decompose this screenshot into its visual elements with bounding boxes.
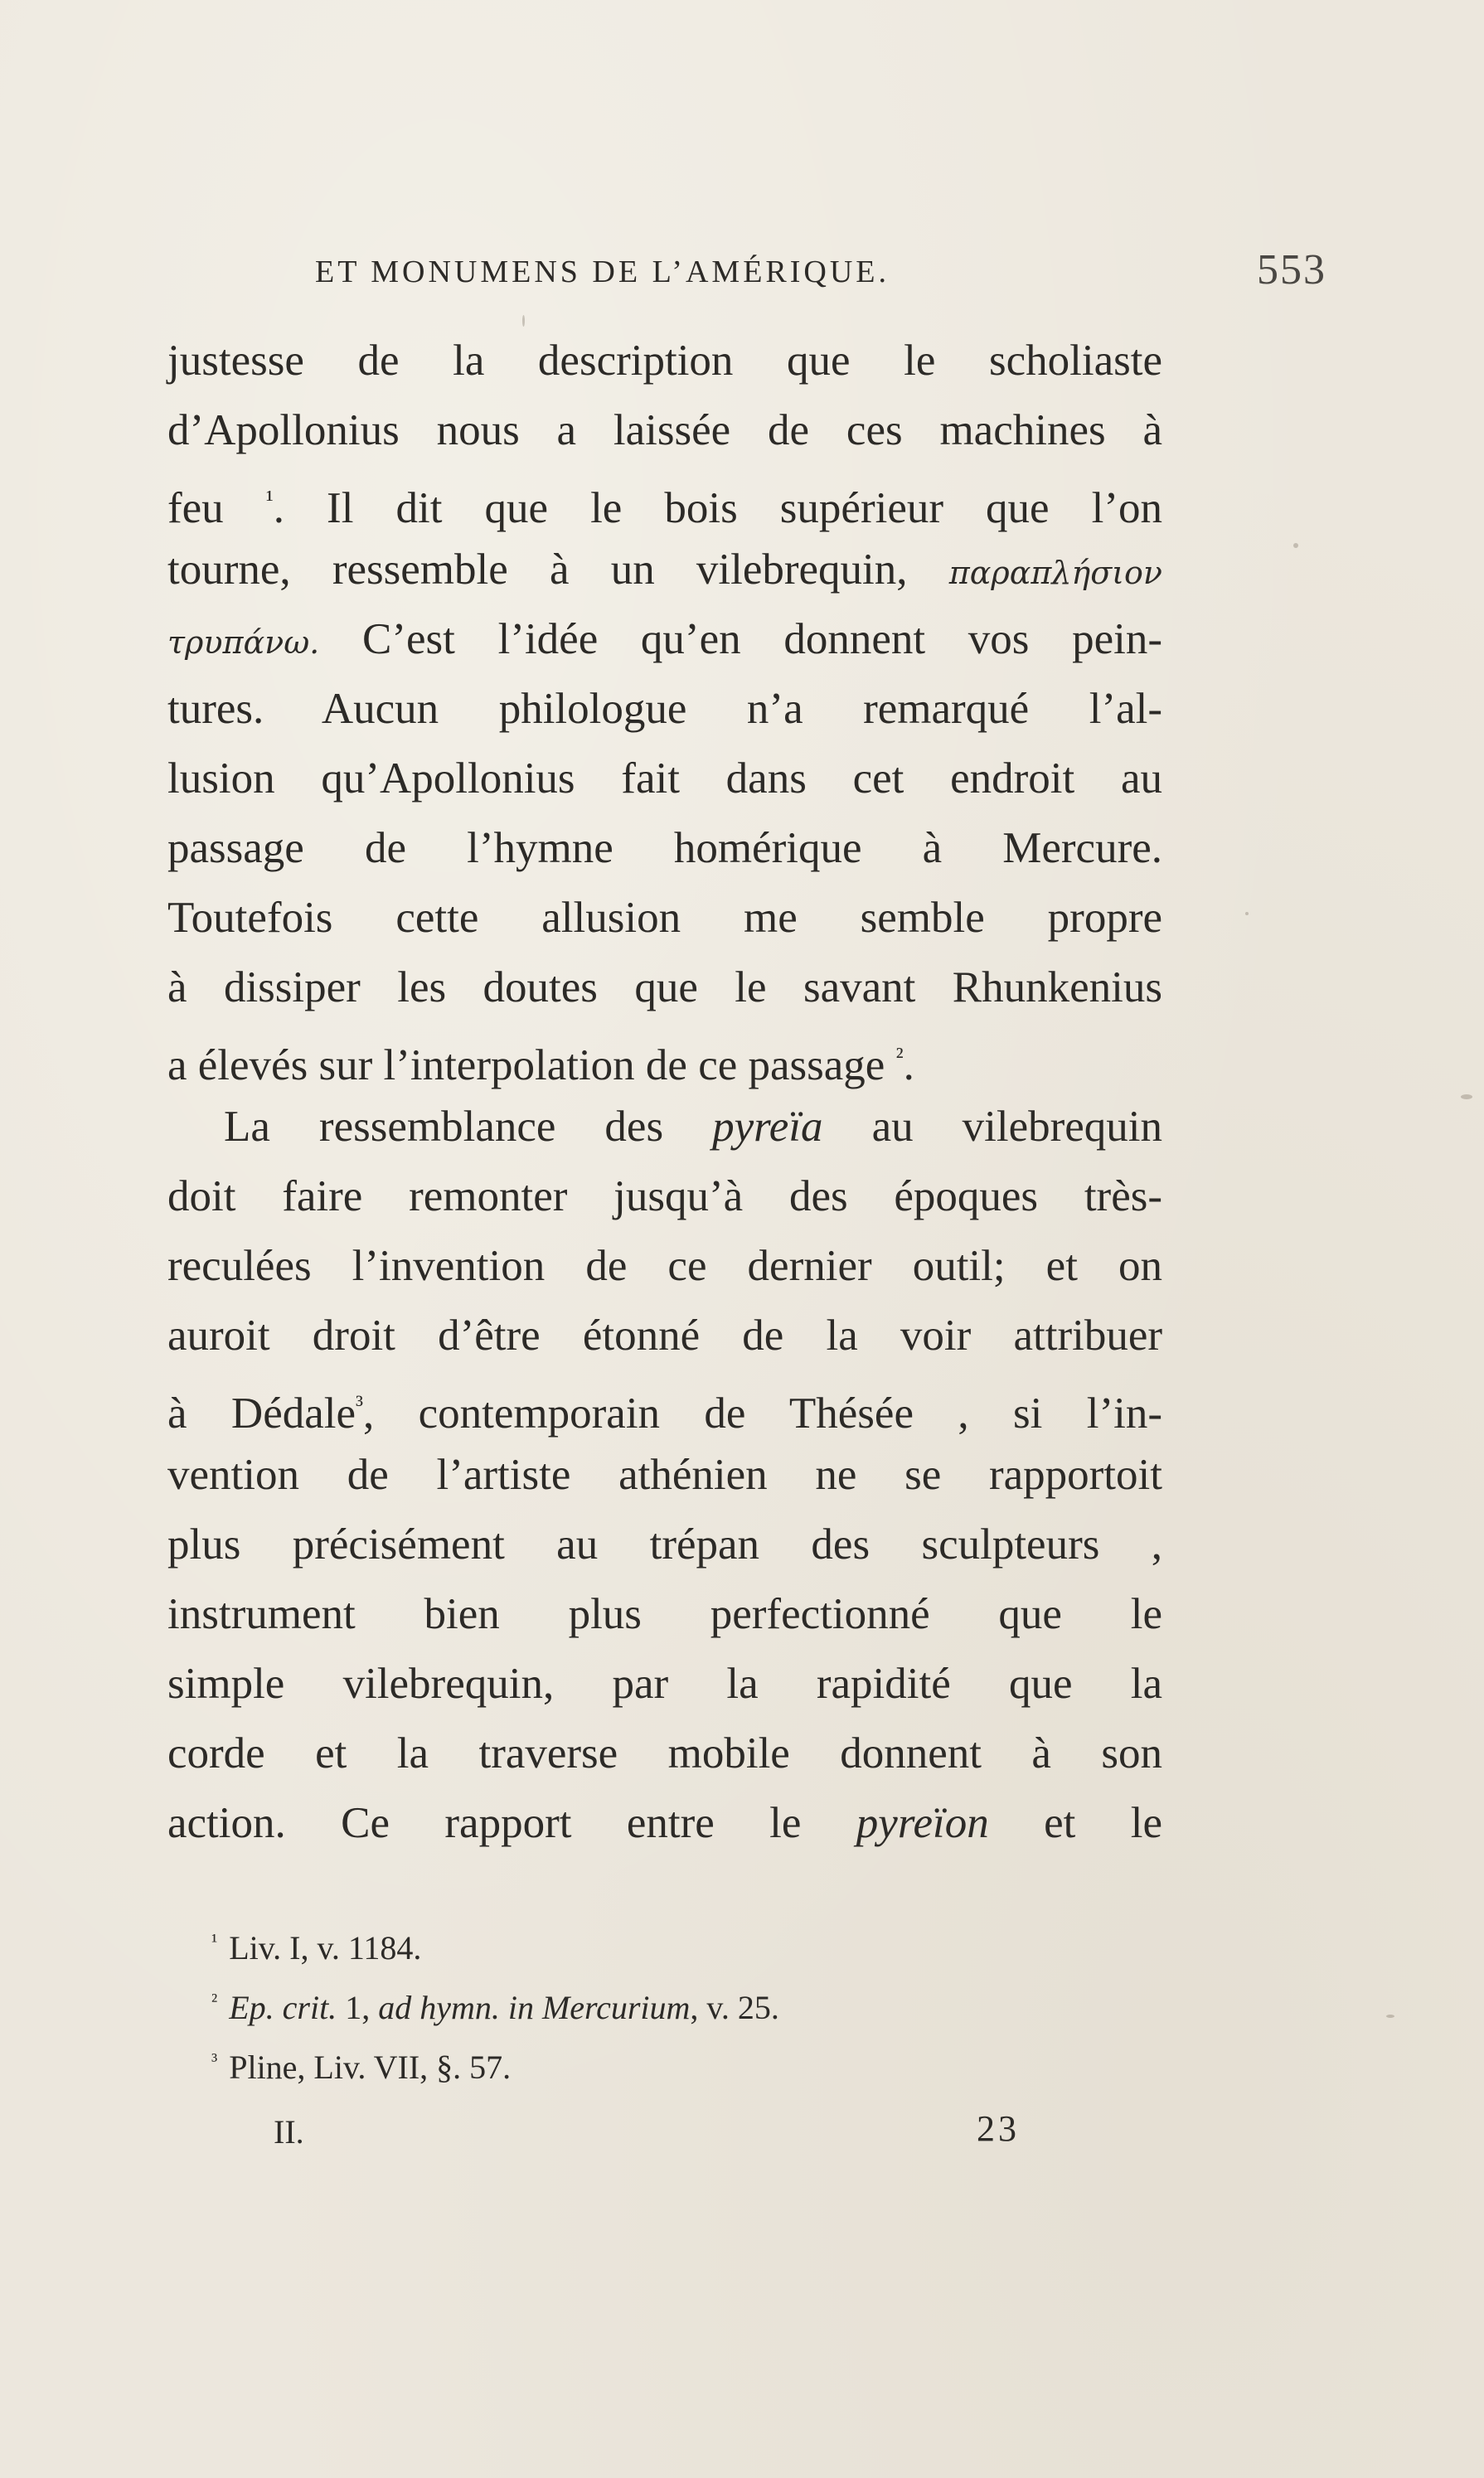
- text-line-15: auroit droit d’être étonné de la voir attribuer: [167, 1312, 1162, 1360]
- greek-word: τρυπάνω.: [167, 624, 320, 661]
- body-text: [167, 326, 1162, 1858]
- footnote-mark: ¹: [211, 1931, 218, 1952]
- text-line-9: Toutefois cette allusion me semble propre: [167, 894, 1162, 942]
- text-line-21: corde et la traverse mobile donnent à son: [167, 1729, 1162, 1777]
- text-segment: . Il dit que le bois supérieur que l’on: [273, 484, 1163, 532]
- footnote-text: Liv. I, v. 1184.: [229, 1929, 422, 1966]
- running-title: ET MONUMENS DE L’AMÉRIQUE.: [315, 255, 890, 289]
- page-number: 553: [1257, 246, 1326, 293]
- text-line-17: vention de l’artiste athénien ne se rapportoit: [167, 1451, 1162, 1499]
- text-line-11: [167, 1022, 1162, 1092]
- text-segment: à Dédale: [167, 1389, 356, 1438]
- text-segment: action. Ce rapport entre le: [167, 1799, 802, 1847]
- running-head: [315, 246, 1351, 303]
- paper-speck: [1293, 543, 1298, 548]
- footnote-3: [211, 2034, 1165, 2094]
- footnote-segment: 1,: [337, 1989, 379, 2026]
- text-line-12: [167, 1092, 1162, 1161]
- paper-speck: [522, 315, 525, 327]
- footnote-1: [211, 1915, 1165, 1975]
- text-segment: et le: [1044, 1799, 1163, 1847]
- italic-word: pyreïon: [856, 1799, 989, 1847]
- text-segment: .: [903, 1041, 914, 1089]
- footnote-text: Pline, Liv. VII, §. 57.: [229, 2049, 512, 2086]
- text-line-14: reculées l’invention de ce dernier outil; et on: [167, 1242, 1162, 1290]
- text-line-6: tures. Aucun philologue n’a remarqué l’al-: [167, 685, 1162, 733]
- text-segment: La ressemblance des: [224, 1103, 664, 1151]
- text-line-3: [167, 465, 1162, 535]
- footnote-text: [229, 1989, 779, 2026]
- footnote-italic: Ep. crit.: [229, 1989, 337, 2026]
- text-line-19: instrument bien plus perfectionné que le: [167, 1590, 1162, 1638]
- italic-word: pyreïa: [712, 1103, 823, 1151]
- footnote-italic: ad hymn. in Mercurium: [378, 1989, 691, 2026]
- footnote-ref-2: ²: [895, 1043, 904, 1070]
- paper-speck: [1245, 912, 1249, 915]
- text-line-20: simple vilebrequin, par la rapidité que la: [167, 1660, 1162, 1708]
- text-line-22: [167, 1788, 1162, 1858]
- text-line-16: [167, 1370, 1162, 1440]
- text-line-1: justesse de la description que le scholiaste: [167, 337, 1162, 385]
- footnote-ref-1: ¹: [265, 486, 274, 513]
- text-line-2: d’Apollonius nous a laissée de ces machines à: [167, 406, 1162, 454]
- paper-speck: [1461, 1094, 1472, 1099]
- text-segment: tourne, ressemble à un vilebrequin,: [167, 546, 908, 594]
- text-segment: , contemporain de Thésée , si l’in-: [363, 1389, 1162, 1438]
- text-line-18: plus précisément au trépan des sculpteurs ,: [167, 1520, 1162, 1569]
- text-segment: a élevés sur l’interpolation de ce passage: [167, 1041, 885, 1089]
- footnote-2: [211, 1975, 1165, 2034]
- text-line-4: [167, 535, 1162, 604]
- footnote-ref-3: ³: [356, 1391, 363, 1418]
- footnotes: [211, 1915, 1165, 2094]
- volume-mark: II.: [274, 2113, 304, 2151]
- gathering-mark: 23: [977, 2108, 1020, 2149]
- paper-speck: [1386, 2015, 1394, 2018]
- text-segment: feu: [167, 484, 224, 532]
- signature-row: [274, 2108, 1020, 2162]
- text-line-10: à dissiper les doutes que le savant Rhunkenius: [167, 963, 1162, 1011]
- footnote-mark: ³: [211, 2050, 218, 2072]
- text-line-8: passage de l’hymne homérique à Mercure.: [167, 824, 1162, 872]
- text-line-5: [167, 604, 1162, 674]
- footnote-segment: , v. 25.: [690, 1989, 779, 2026]
- text-line-13: doit faire remonter jusqu’à des époques très-: [167, 1172, 1162, 1220]
- text-segment: C’est l’idée qu’en donnent vos pein-: [361, 615, 1163, 663]
- greek-word: παραπλήσιον: [948, 555, 1163, 591]
- text-segment: au vilebrequin: [871, 1103, 1162, 1151]
- text-line-7: lusion qu’Apollonius fait dans cet endroit au: [167, 754, 1162, 803]
- footnote-mark: ²: [211, 1991, 218, 2012]
